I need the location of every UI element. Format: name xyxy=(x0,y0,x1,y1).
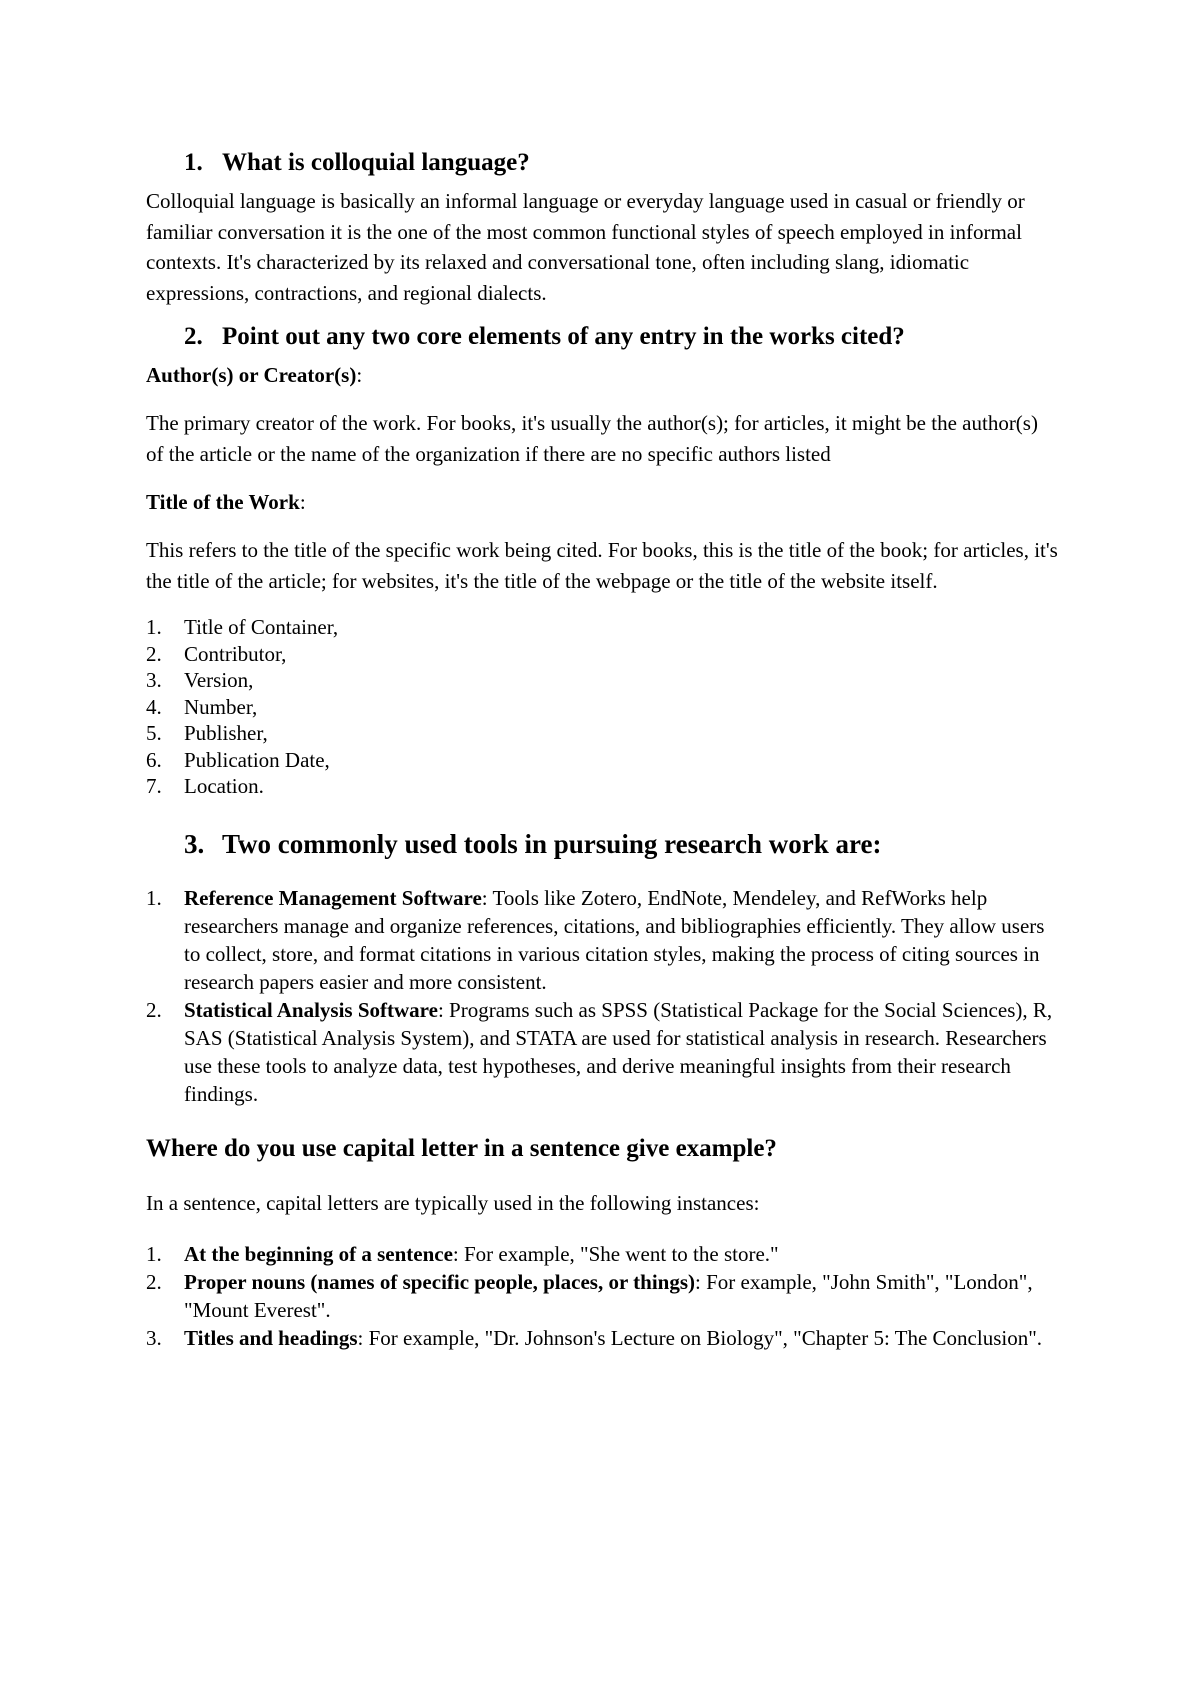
list-item-text xyxy=(184,996,1060,1108)
capital-letters-list xyxy=(146,1240,1060,1352)
element-2-body: This refers to the title of the specific work being cited. For books, this is the title of the book; for articles, it's the title of the article; for websites, it's the title of the webpage or the title of the website itself. xyxy=(146,538,1058,593)
list-item-number: 3. xyxy=(146,1326,162,1350)
list-item-text xyxy=(184,1268,1060,1324)
list-item-term: At the beginning of a sentence xyxy=(184,1242,453,1266)
list-item-number: 3. xyxy=(146,668,162,692)
list-item-number: 2. xyxy=(146,1270,162,1294)
list-item xyxy=(146,694,1060,721)
list-item-text: Publisher, xyxy=(184,721,268,745)
list-item-number: 2. xyxy=(146,997,162,1022)
core-elements-list xyxy=(146,614,1060,800)
list-item xyxy=(146,996,1060,1108)
list-item-term: Reference Management Software xyxy=(184,885,482,910)
list-item xyxy=(146,773,1060,800)
list-item-number: 5. xyxy=(146,721,162,745)
list-item-number: 1. xyxy=(146,615,162,639)
list-item-text: Location. xyxy=(184,774,264,798)
list-item-text xyxy=(184,884,1060,996)
section-2-number: 2. xyxy=(184,323,203,350)
list-item xyxy=(146,720,1060,747)
element-2-colon: : xyxy=(299,490,306,514)
list-item xyxy=(146,667,1060,694)
list-item-description: : For example, "Dr. Johnson's Lecture on Biology", "Chapter 5: The Conclusion". xyxy=(357,1326,1043,1350)
list-item-term: Statistical Analysis Software xyxy=(184,997,438,1022)
section-3-heading-text: Two commonly used tools in pursuing research work are: xyxy=(222,828,882,859)
list-item-text: Title of Container, xyxy=(184,615,339,639)
section-2-heading-text: Point out any two core elements of any entry in the works cited? xyxy=(222,323,905,350)
section-1-number: 1. xyxy=(184,149,203,176)
list-item xyxy=(146,1240,1060,1268)
list-item-text xyxy=(184,1324,1060,1352)
list-item-description: : For example, "John Smith", "London", "Mount Everest". xyxy=(184,1270,1033,1322)
element-1-label xyxy=(146,360,1060,390)
list-item xyxy=(146,641,1060,668)
list-item-number: 7. xyxy=(146,774,162,798)
list-item-number: 4. xyxy=(146,694,162,719)
section-1-heading xyxy=(146,148,1060,178)
list-item xyxy=(146,884,1060,996)
list-item-text: Contributor, xyxy=(184,641,287,666)
research-tools-list xyxy=(146,884,1060,1108)
list-item-term: Proper nouns (names of specific people, places, or things) xyxy=(184,1270,696,1294)
element-1-colon: : xyxy=(356,363,363,387)
list-item xyxy=(146,1268,1060,1324)
list-item-number: 1. xyxy=(146,885,162,910)
list-item-number: 6. xyxy=(146,747,162,772)
list-item xyxy=(146,614,1060,641)
list-item-text xyxy=(184,1240,1060,1268)
section-4-intro: In a sentence, capital letters are typically used in the following instances: xyxy=(146,1190,760,1215)
list-item-number: 1. xyxy=(146,1242,162,1266)
list-item-term: Titles and headings xyxy=(184,1326,358,1350)
element-2-label xyxy=(146,487,1060,517)
section-1-body: Colloquial language is basically an informal language or everyday language used in casual or friendly or familiar conversation it is the one of the most common functional styles of speech employed in informal contexts. It's characterized by its relaxed and conversational tone, often including slang, idiomatic expressions, contractions, and regional dialects. xyxy=(146,189,1025,305)
section-1-heading-text: What is colloquial language? xyxy=(222,149,530,176)
list-item-description: : Tools like Zotero, EndNote, Mendeley, and RefWorks help researchers manage and organize references, citations, and bibliographies efficiently. They allow users to collect, store, and format citations in various citation styles, making the process of citing sources in research papers easier and more consistent. xyxy=(184,885,1045,994)
element-2-label-text: Title of the Work xyxy=(146,490,300,514)
list-item-number: 2. xyxy=(146,641,162,666)
list-item-description: : For example, "She went to the store." xyxy=(452,1242,779,1266)
list-item-text: Number, xyxy=(184,694,258,719)
element-1-label-text: Author(s) or Creator(s) xyxy=(146,363,357,387)
section-2-heading xyxy=(146,322,1060,352)
list-item xyxy=(146,747,1060,774)
list-item-description: : Programs such as SPSS (Statistical Package for the Social Sciences), R, SAS (Statistical Analysis System), and STATA are used for statistical analysis in research. Researchers use these tools to analyze data, test hypotheses, and derive meaningful insights from their research findings. xyxy=(184,997,1053,1106)
section-4-heading: Where do you use capital letter in a sentence give example? xyxy=(146,1134,777,1162)
list-item-text: Publication Date, xyxy=(184,747,330,772)
section-3-number: 3. xyxy=(184,828,205,859)
element-1-body: The primary creator of the work. For books, it's usually the author(s); for articles, it might be the author(s) of the article or the name of the organization if there are no specific authors listed xyxy=(146,411,1038,466)
section-3-heading xyxy=(146,828,1060,860)
list-item xyxy=(146,1324,1060,1352)
list-item-text: Version, xyxy=(184,668,254,692)
